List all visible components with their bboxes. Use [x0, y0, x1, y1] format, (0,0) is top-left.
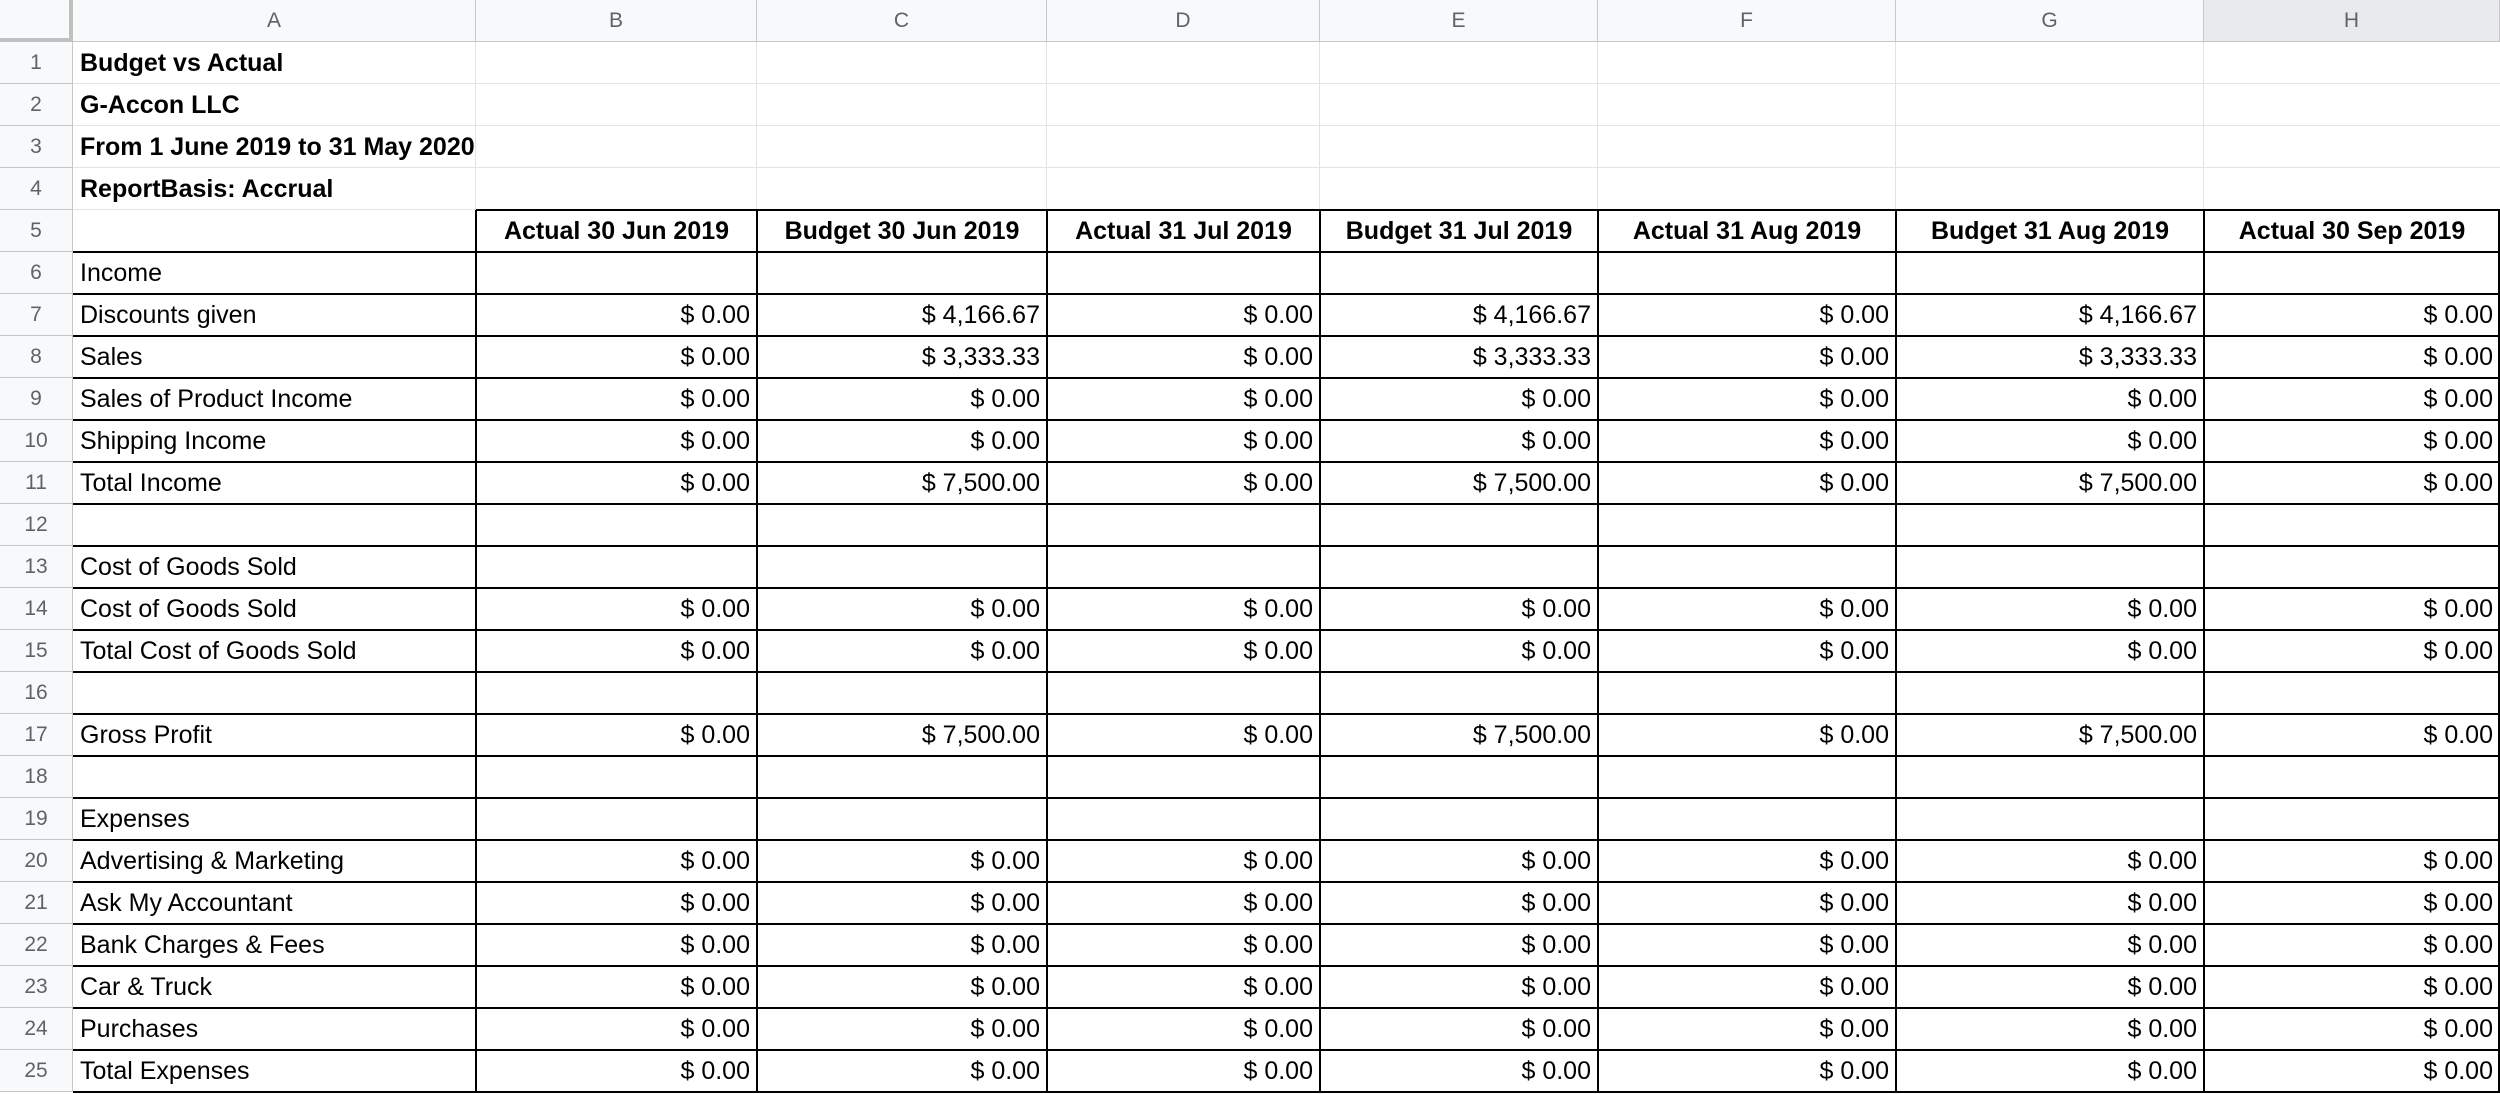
cell-d24[interactable]: $ 0.00 [1243, 1014, 1313, 1043]
cell-border [73, 839, 2500, 841]
cell-c17[interactable]: $ 7,500.00 [921, 720, 1040, 749]
cell-border [73, 671, 2500, 673]
gridline [2203, 42, 2204, 210]
cell-border [73, 503, 2500, 505]
column-header-f[interactable]: F [1598, 0, 1896, 42]
cell-d8[interactable]: $ 0.00 [1243, 342, 1313, 371]
cell-d18[interactable] [1047, 756, 1320, 798]
cell-h6[interactable] [2204, 252, 2500, 294]
row-header-15[interactable]: 15 [0, 630, 73, 672]
cell-border [1046, 210, 1048, 1092]
gridline [73, 125, 2500, 126]
cell-b9[interactable]: $ 0.00 [680, 384, 750, 413]
cell-e15[interactable]: $ 0.00 [1521, 636, 1591, 665]
cell-a21[interactable]: Ask My Accountant [80, 888, 293, 917]
cell-g8[interactable]: $ 3,333.33 [2078, 342, 2197, 371]
cell-a24[interactable]: Purchases [80, 1014, 199, 1043]
cell-e3[interactable] [1320, 126, 1598, 168]
cell-a3[interactable]: From 1 June 2019 to 31 May 2020 [80, 132, 475, 161]
cell-g4[interactable] [1896, 168, 2204, 210]
cell-border [73, 797, 2500, 799]
cell-d5[interactable]: Actual 31 Jul 2019 [1075, 216, 1292, 245]
cell-b19[interactable] [476, 798, 757, 840]
cell-h4[interactable] [2204, 168, 2500, 210]
cell-a4[interactable]: ReportBasis: Accrual [80, 174, 334, 203]
cell-f14[interactable]: $ 0.00 [1819, 594, 1889, 623]
cell-g16[interactable] [1896, 672, 2204, 714]
cell-c3[interactable] [757, 126, 1047, 168]
cell-f25[interactable]: $ 0.00 [1819, 1056, 1889, 1085]
cell-b1[interactable] [476, 42, 757, 84]
cell-e23[interactable]: $ 0.00 [1521, 972, 1591, 1001]
cell-g19[interactable] [1896, 798, 2204, 840]
cell-e12[interactable] [1320, 504, 1598, 546]
gridline [1895, 42, 1896, 210]
cell-d10[interactable]: $ 0.00 [1243, 426, 1313, 455]
cell-border [73, 713, 2500, 715]
cell-b18[interactable] [476, 756, 757, 798]
cell-e25[interactable]: $ 0.00 [1521, 1056, 1591, 1085]
cell-border [475, 210, 477, 1092]
cell-c18[interactable] [757, 756, 1047, 798]
gridline [475, 42, 476, 210]
cell-e22[interactable]: $ 0.00 [1521, 930, 1591, 959]
row-header-12[interactable]: 12 [0, 504, 73, 546]
cell-border [1895, 210, 1897, 1092]
gridline [73, 83, 2500, 84]
cell-e21[interactable]: $ 0.00 [1521, 888, 1591, 917]
cell-d13[interactable] [1047, 546, 1320, 588]
cell-f12[interactable] [1598, 504, 1896, 546]
cell-d2[interactable] [1047, 84, 1320, 126]
row-header-3[interactable]: 3 [0, 126, 73, 168]
cell-c10[interactable]: $ 0.00 [970, 426, 1040, 455]
cell-g6[interactable] [1896, 252, 2204, 294]
cell-f18[interactable] [1598, 756, 1896, 798]
row-header-2[interactable]: 2 [0, 84, 73, 126]
cell-f11[interactable]: $ 0.00 [1819, 468, 1889, 497]
cell-a2[interactable]: G-Accon LLC [80, 90, 240, 119]
cell-d14[interactable]: $ 0.00 [1243, 594, 1313, 623]
cell-c20[interactable]: $ 0.00 [970, 846, 1040, 875]
cell-h12[interactable] [2204, 504, 2500, 546]
cell-border [73, 1091, 2500, 1093]
cell-h14[interactable]: $ 0.00 [2423, 594, 2493, 623]
cell-a16[interactable] [73, 672, 476, 714]
cell-g18[interactable] [1896, 756, 2204, 798]
cell-a20[interactable]: Advertising & Marketing [80, 846, 345, 875]
gridline [1319, 42, 1320, 210]
row-header-1[interactable]: 1 [0, 42, 73, 84]
row-header-6[interactable]: 6 [0, 252, 73, 294]
cell-h23[interactable]: $ 0.00 [2423, 972, 2493, 1001]
cell-g25[interactable]: $ 0.00 [2127, 1056, 2197, 1085]
column-header-c[interactable]: C [757, 0, 1047, 42]
cell-b12[interactable] [476, 504, 757, 546]
column-header-d[interactable]: D [1047, 0, 1320, 42]
cell-c4[interactable] [757, 168, 1047, 210]
cell-a13[interactable]: Cost of Goods Sold [80, 552, 297, 581]
cell-f3[interactable] [1598, 126, 1896, 168]
gridline [1597, 42, 1598, 210]
cell-c16[interactable] [757, 672, 1047, 714]
cell-d17[interactable]: $ 0.00 [1243, 720, 1313, 749]
cell-e16[interactable] [1320, 672, 1598, 714]
row-header-4[interactable]: 4 [0, 168, 73, 210]
cell-e8[interactable]: $ 3,333.33 [1472, 342, 1591, 371]
cell-c23[interactable]: $ 0.00 [970, 972, 1040, 1001]
cell-border [756, 210, 758, 1092]
cell-a7[interactable]: Discounts given [80, 300, 257, 329]
cell-g20[interactable]: $ 0.00 [2127, 846, 2197, 875]
cell-d4[interactable] [1047, 168, 1320, 210]
cell-d16[interactable] [1047, 672, 1320, 714]
cell-a18[interactable] [73, 756, 476, 798]
cell-border [73, 293, 2500, 295]
cell-e20[interactable]: $ 0.00 [1521, 846, 1591, 875]
cell-f13[interactable] [1598, 546, 1896, 588]
cell-border [1597, 210, 1599, 1092]
cell-c25[interactable]: $ 0.00 [970, 1056, 1040, 1085]
row-header-25[interactable]: 25 [0, 1050, 73, 1092]
row-header-8[interactable]: 8 [0, 336, 73, 378]
cell-f8[interactable]: $ 0.00 [1819, 342, 1889, 371]
cell-b25[interactable]: $ 0.00 [680, 1056, 750, 1085]
cell-b2[interactable] [476, 84, 757, 126]
cell-d22[interactable]: $ 0.00 [1243, 930, 1313, 959]
cell-b14[interactable]: $ 0.00 [680, 594, 750, 623]
cell-d20[interactable]: $ 0.00 [1243, 846, 1313, 875]
gridline [756, 42, 757, 210]
cell-e11[interactable]: $ 7,500.00 [1472, 468, 1591, 497]
cell-c12[interactable] [757, 504, 1047, 546]
cell-f4[interactable] [1598, 168, 1896, 210]
cell-border [73, 1049, 2500, 1051]
row-header-14[interactable]: 14 [0, 588, 73, 630]
row-header-11[interactable]: 11 [0, 462, 73, 504]
cell-border [73, 545, 2500, 547]
cell-g17[interactable]: $ 7,500.00 [2078, 720, 2197, 749]
cell-g1[interactable] [1896, 42, 2204, 84]
cell-f24[interactable]: $ 0.00 [1819, 1014, 1889, 1043]
cell-d1[interactable] [1047, 42, 1320, 84]
cell-c1[interactable] [757, 42, 1047, 84]
cell-c7[interactable]: $ 4,166.67 [921, 300, 1040, 329]
row-header-19[interactable]: 19 [0, 798, 73, 840]
cell-d19[interactable] [1047, 798, 1320, 840]
cell-f17[interactable]: $ 0.00 [1819, 720, 1889, 749]
cell-e14[interactable]: $ 0.00 [1521, 594, 1591, 623]
cell-h16[interactable] [2204, 672, 2500, 714]
row-header-20[interactable]: 20 [0, 840, 73, 882]
cell-g24[interactable]: $ 0.00 [2127, 1014, 2197, 1043]
cell-a23[interactable]: Car & Truck [80, 972, 212, 1001]
cell-b13[interactable] [476, 546, 757, 588]
cell-a8[interactable]: Sales [80, 342, 143, 371]
cell-c24[interactable]: $ 0.00 [970, 1014, 1040, 1043]
cell-b21[interactable]: $ 0.00 [680, 888, 750, 917]
cell-c22[interactable]: $ 0.00 [970, 930, 1040, 959]
cell-e5[interactable]: Budget 31 Jul 2019 [1345, 216, 1573, 245]
cell-f19[interactable] [1598, 798, 1896, 840]
gridline [1046, 42, 1047, 210]
cell-b5[interactable]: Actual 30 Jun 2019 [503, 216, 730, 245]
cell-f15[interactable]: $ 0.00 [1819, 636, 1889, 665]
column-header-e[interactable]: E [1320, 0, 1598, 42]
cell-border [2203, 210, 2205, 1092]
cell-f16[interactable] [1598, 672, 1896, 714]
cell-a14[interactable]: Cost of Goods Sold [80, 594, 297, 623]
cell-h15[interactable]: $ 0.00 [2423, 636, 2493, 665]
cell-h22[interactable]: $ 0.00 [2423, 930, 2493, 959]
cell-h17[interactable]: $ 0.00 [2423, 720, 2493, 749]
row-header-24[interactable]: 24 [0, 1008, 73, 1050]
row-header-9[interactable]: 9 [0, 378, 73, 420]
cell-a25[interactable]: Total Expenses [80, 1056, 250, 1085]
cell-c11[interactable]: $ 7,500.00 [921, 468, 1040, 497]
cell-g14[interactable]: $ 0.00 [2127, 594, 2197, 623]
cell-h8[interactable]: $ 0.00 [2423, 342, 2493, 371]
cell-border [73, 629, 2500, 631]
cell-border [1319, 210, 1321, 1092]
cell-d9[interactable]: $ 0.00 [1243, 384, 1313, 413]
cell-b7[interactable]: $ 0.00 [680, 300, 750, 329]
cell-e19[interactable] [1320, 798, 1598, 840]
cell-d11[interactable]: $ 0.00 [1243, 468, 1313, 497]
cell-f10[interactable]: $ 0.00 [1819, 426, 1889, 455]
cell-border [73, 587, 2500, 589]
cell-d3[interactable] [1047, 126, 1320, 168]
cell-b15[interactable]: $ 0.00 [680, 636, 750, 665]
column-header-b[interactable]: B [476, 0, 757, 42]
row-header-5[interactable]: 5 [0, 210, 73, 252]
cell-g10[interactable]: $ 0.00 [2127, 426, 2197, 455]
cell-b3[interactable] [476, 126, 757, 168]
cell-border [73, 461, 2500, 463]
cell-h24[interactable]: $ 0.00 [2423, 1014, 2493, 1043]
cell-a22[interactable]: Bank Charges & Fees [80, 930, 325, 959]
cell-h2[interactable] [2204, 84, 2500, 126]
cell-h19[interactable] [2204, 798, 2500, 840]
cell-b4[interactable] [476, 168, 757, 210]
cell-f1[interactable] [1598, 42, 1896, 84]
cell-c19[interactable] [757, 798, 1047, 840]
cell-g15[interactable]: $ 0.00 [2127, 636, 2197, 665]
cell-d23[interactable]: $ 0.00 [1243, 972, 1313, 1001]
cell-border [73, 881, 2500, 883]
column-header-a[interactable]: A [73, 0, 476, 42]
row-header-21[interactable]: 21 [0, 882, 73, 924]
cell-g9[interactable]: $ 0.00 [2127, 384, 2197, 413]
row-header-22[interactable]: 22 [0, 924, 73, 966]
cell-c6[interactable] [757, 252, 1047, 294]
cell-f7[interactable]: $ 0.00 [1819, 300, 1889, 329]
cell-b22[interactable]: $ 0.00 [680, 930, 750, 959]
cell-a9[interactable]: Sales of Product Income [80, 384, 353, 413]
cell-f6[interactable] [1598, 252, 1896, 294]
cell-e2[interactable] [1320, 84, 1598, 126]
cell-f23[interactable]: $ 0.00 [1819, 972, 1889, 1001]
cell-g3[interactable] [1896, 126, 2204, 168]
cell-h7[interactable]: $ 0.00 [2423, 300, 2493, 329]
cell-h18[interactable] [2204, 756, 2500, 798]
cell-b24[interactable]: $ 0.00 [680, 1014, 750, 1043]
cell-b8[interactable]: $ 0.00 [680, 342, 750, 371]
cell-f5[interactable]: Actual 31 Aug 2019 [1632, 216, 1862, 245]
cell-border [73, 1007, 2500, 1009]
cell-border [73, 755, 2500, 757]
cell-b11[interactable]: $ 0.00 [680, 468, 750, 497]
cell-a11[interactable]: Total Income [80, 468, 222, 497]
cell-border [73, 965, 2500, 967]
row-header-13[interactable]: 13 [0, 546, 73, 588]
cell-h10[interactable]: $ 0.00 [2423, 426, 2493, 455]
cell-h9[interactable]: $ 0.00 [2423, 384, 2493, 413]
row-header-17[interactable]: 17 [0, 714, 73, 756]
cell-g5[interactable]: Budget 31 Aug 2019 [1930, 216, 2170, 245]
cell-c15[interactable]: $ 0.00 [970, 636, 1040, 665]
gridline [73, 167, 2500, 168]
cell-border [476, 209, 2500, 211]
column-header-g[interactable]: G [1896, 0, 2204, 42]
cell-e6[interactable] [1320, 252, 1598, 294]
cell-b10[interactable]: $ 0.00 [680, 426, 750, 455]
cell-h20[interactable]: $ 0.00 [2423, 846, 2493, 875]
cell-d25[interactable]: $ 0.00 [1243, 1056, 1313, 1085]
cell-d15[interactable]: $ 0.00 [1243, 636, 1313, 665]
cell-c2[interactable] [757, 84, 1047, 126]
cell-e4[interactable] [1320, 168, 1598, 210]
cell-c5[interactable]: Budget 30 Jun 2019 [784, 216, 1020, 245]
select-all-corner[interactable] [0, 0, 73, 42]
cell-a1[interactable]: Budget vs Actual [80, 48, 284, 77]
cell-f2[interactable] [1598, 84, 1896, 126]
cell-e18[interactable] [1320, 756, 1598, 798]
row-header-16[interactable]: 16 [0, 672, 73, 714]
cell-g21[interactable]: $ 0.00 [2127, 888, 2197, 917]
cell-g11[interactable]: $ 7,500.00 [2078, 468, 2197, 497]
column-header-h[interactable]: H [2204, 0, 2500, 42]
cell-b6[interactable] [476, 252, 757, 294]
cell-h21[interactable]: $ 0.00 [2423, 888, 2493, 917]
cell-g22[interactable]: $ 0.00 [2127, 930, 2197, 959]
row-header-7[interactable]: 7 [0, 294, 73, 336]
cell-a17[interactable]: Gross Profit [80, 720, 212, 749]
cell-e1[interactable] [1320, 42, 1598, 84]
cell-f22[interactable]: $ 0.00 [1819, 930, 1889, 959]
cell-a12[interactable] [73, 504, 476, 546]
cell-d7[interactable]: $ 0.00 [1243, 300, 1313, 329]
cell-a15[interactable]: Total Cost of Goods Sold [80, 636, 357, 665]
cell-b20[interactable]: $ 0.00 [680, 846, 750, 875]
cell-border [73, 377, 2500, 379]
cell-g13[interactable] [1896, 546, 2204, 588]
cell-e7[interactable]: $ 4,166.67 [1472, 300, 1591, 329]
cell-a19[interactable]: Expenses [80, 804, 190, 833]
cell-e13[interactable] [1320, 546, 1598, 588]
cell-border [73, 251, 2500, 253]
cell-a5[interactable] [73, 210, 476, 252]
row-header-10[interactable]: 10 [0, 420, 73, 462]
cell-border [73, 335, 2500, 337]
row-header-18[interactable]: 18 [0, 756, 73, 798]
cell-g23[interactable]: $ 0.00 [2127, 972, 2197, 1001]
cell-e24[interactable]: $ 0.00 [1521, 1014, 1591, 1043]
cell-a10[interactable]: Shipping Income [80, 426, 267, 455]
cell-d21[interactable]: $ 0.00 [1243, 888, 1313, 917]
cell-f21[interactable]: $ 0.00 [1819, 888, 1889, 917]
cell-border [73, 923, 2500, 925]
cell-h3[interactable] [2204, 126, 2500, 168]
cell-h11[interactable]: $ 0.00 [2423, 468, 2493, 497]
cell-h25[interactable]: $ 0.00 [2423, 1056, 2493, 1085]
cell-f9[interactable]: $ 0.00 [1819, 384, 1889, 413]
cell-g12[interactable] [1896, 504, 2204, 546]
cell-c13[interactable] [757, 546, 1047, 588]
cell-h1[interactable] [2204, 42, 2500, 84]
row-header-23[interactable]: 23 [0, 966, 73, 1008]
cell-c8[interactable]: $ 3,333.33 [921, 342, 1040, 371]
cell-a6[interactable]: Income [80, 258, 162, 287]
cell-b16[interactable] [476, 672, 757, 714]
cell-b17[interactable]: $ 0.00 [680, 720, 750, 749]
cell-c21[interactable]: $ 0.00 [970, 888, 1040, 917]
cell-b23[interactable]: $ 0.00 [680, 972, 750, 1001]
cell-c14[interactable]: $ 0.00 [970, 594, 1040, 623]
cell-h5[interactable]: Actual 30 Sep 2019 [2238, 216, 2466, 245]
cell-e17[interactable]: $ 7,500.00 [1472, 720, 1591, 749]
cell-h13[interactable] [2204, 546, 2500, 588]
cell-border [73, 419, 2500, 421]
cell-e10[interactable]: $ 0.00 [1521, 426, 1591, 455]
cell-g2[interactable] [1896, 84, 2204, 126]
cell-d12[interactable] [1047, 504, 1320, 546]
cell-d6[interactable] [1047, 252, 1320, 294]
cell-c9[interactable]: $ 0.00 [970, 384, 1040, 413]
cell-e9[interactable]: $ 0.00 [1521, 384, 1591, 413]
cell-g7[interactable]: $ 4,166.67 [2078, 300, 2197, 329]
cell-f20[interactable]: $ 0.00 [1819, 846, 1889, 875]
